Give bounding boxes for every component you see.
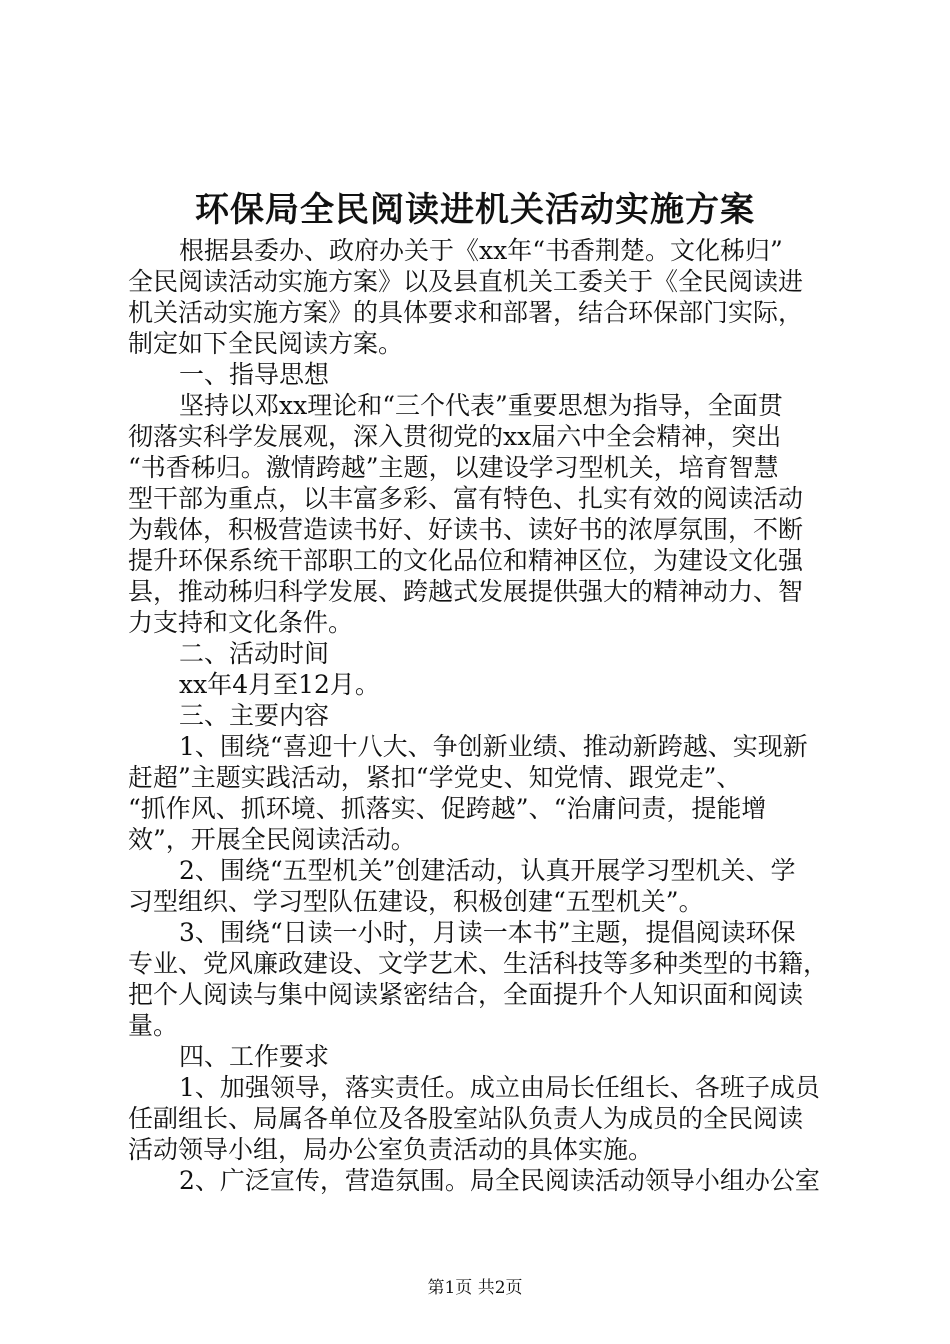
body-line: 彻落实科学发展观，深入贯彻党的xx届六中全会精神，突出 [128,422,782,451]
body-line: 根据县委办、政府办关于《xx年“书香荆楚。文化秭归” [179,236,783,265]
body-line: 机关活动实施方案》的具体要求和部署，结合环保部门实际， [128,298,804,327]
body-line: 习型组织、学习型队伍建设，积极创建“五型机关”。 [128,887,704,916]
body-line: 为载体，积极营造读书好、好读书、读好书的浓厚氛围，不断 [128,515,804,544]
body-line: 专业、党风廉政建设、文学艺术、生活科技等多种类型的书籍， [128,949,829,978]
body-line: 制定如下全民阅读方案。 [128,329,404,358]
body-line: 活动领导小组，局办公室负责活动的具体实施。 [128,1135,654,1164]
body-line: 任副组长、局属各单位及各股室站队负责人为成员的全民阅读 [128,1104,804,1133]
body-line: “抓作风、抓环境、抓落实、促跨越”、“治庸问责，提能增 [128,794,767,823]
body-line: xx年4月至12月。 [179,670,380,699]
body-line: 1、加强领导，落实责任。成立由局长任组长、各班子成员 [179,1073,820,1102]
body-line: 1、围绕“喜迎十八大、争创新业绩、推动新跨越、实现新 [179,732,808,761]
body-line: 全民阅读活动实施方案》以及县直机关工委关于《全民阅读进 [128,267,804,296]
body-line: 赶超”主题实践活动，紧扣“学党史、知党情、跟党走”、 [128,763,742,792]
body-line: 2、围绕“五型机关”创建活动，认真开展学习型机关、学 [179,856,796,885]
body-line: 提升环保系统干部职工的文化品位和精神区位，为建设文化强 [128,546,804,575]
page-number-footer: 第1页 共2页 [427,1278,523,1298]
body-line: 力支持和文化条件。 [128,608,354,637]
body-line: “书香秭归。激情跨越”主题，以建设学习型机关，培育智慧 [128,453,779,482]
body-line: 3、围绕“日读一小时，月读一本书”主题，提倡阅读环保 [179,918,796,947]
body-line: 效”，开展全民阅读活动。 [128,825,416,854]
document-title: 环保局全民阅读进机关活动实施方案 [195,190,755,230]
body-line: 县，推动秭归科学发展、跨越式发展提供强大的精神动力、智 [128,577,804,606]
section-heading: 二、活动时间 [179,639,330,668]
section-heading: 一、指导思想 [179,360,330,389]
body-line: 量。 [128,1011,179,1040]
body-line: 2、广泛宣传，营造氛围。局全民阅读活动领导小组办公室 [179,1166,820,1195]
body-line: 坚持以邓xx理论和“三个代表”重要思想为指导，全面贯 [179,391,783,420]
section-heading: 三、主要内容 [179,701,330,730]
body-line: 型干部为重点，以丰富多彩、富有特色、扎实有效的阅读活动 [128,484,804,513]
section-heading: 四、工作要求 [179,1042,330,1071]
body-line: 把个人阅读与集中阅读紧密结合，全面提升个人知识面和阅读 [128,980,804,1009]
